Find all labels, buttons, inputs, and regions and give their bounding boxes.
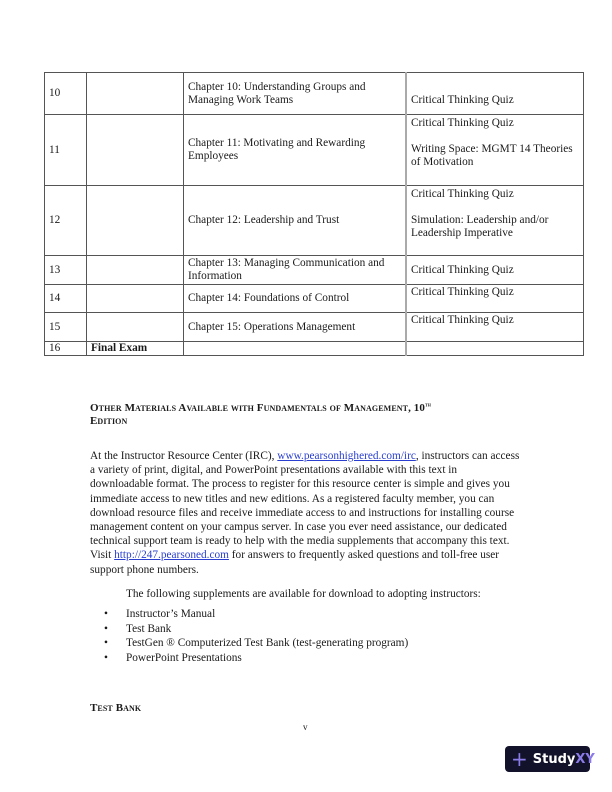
other-materials-heading: Other Materials Available with Fundamentals of Management, 10th xyxy=(90,402,431,414)
exam-cell xyxy=(87,73,184,115)
list-item: • TestGen ® Computerized Test Bank (test-generating program) xyxy=(90,636,408,651)
activity-cell: Critical Thinking Quiz xyxy=(406,285,584,313)
week-cell: 13 xyxy=(45,256,87,285)
list-item: • Test Bank xyxy=(90,622,408,637)
table-row xyxy=(45,186,584,256)
exam-cell xyxy=(87,115,184,186)
other-materials-heading-line2: Edition xyxy=(90,415,128,427)
week-cell: 12 xyxy=(45,186,87,256)
chapter-cell: Chapter 15: Operations Management xyxy=(184,313,407,342)
chapter-cell: Chapter 11: Motivating and Rewarding Employees xyxy=(184,115,407,186)
exam-cell xyxy=(87,256,184,285)
week-cell: 16 xyxy=(45,342,87,356)
activity-cell xyxy=(406,342,584,356)
chapter-cell: Chapter 12: Leadership and Trust xyxy=(184,186,407,256)
activity-cell: Critical Thinking Quiz xyxy=(406,256,584,285)
list-item: • Instructor’s Manual xyxy=(90,607,408,622)
exam-cell xyxy=(87,313,184,342)
supplements-list xyxy=(90,607,408,665)
activity-cell: Critical Thinking Quiz Writing Space: MGMT 14 Theories of Motivation xyxy=(406,115,584,186)
chapter-cell: Chapter 10: Understanding Groups and Managing Work Teams xyxy=(184,73,407,115)
chapter-cell: Chapter 14: Foundations of Control xyxy=(184,285,407,313)
course-schedule-table xyxy=(44,72,584,356)
activity-cell: Critical Thinking Quiz xyxy=(406,313,584,342)
activity-cell: Critical Thinking Quiz xyxy=(406,73,584,115)
table-row xyxy=(45,342,584,356)
chapter-cell: Chapter 13: Managing Communication and Information xyxy=(184,256,407,285)
page-number: v xyxy=(303,722,308,732)
exam-cell xyxy=(87,285,184,313)
week-cell: 10 xyxy=(45,73,87,115)
table-row xyxy=(45,73,584,115)
table-row xyxy=(45,115,584,186)
watermark-suffix: XY xyxy=(575,751,595,767)
supplements-intro: The following supplements are available for download to adopting instructors: xyxy=(126,588,481,600)
test-bank-heading: Test Bank xyxy=(90,702,142,714)
support-link[interactable]: http://247.pearsoned.com xyxy=(114,549,229,562)
table-row xyxy=(45,285,584,313)
week-cell: 15 xyxy=(45,313,87,342)
table-row xyxy=(45,256,584,285)
table-row xyxy=(45,313,584,342)
list-item: • PowerPoint Presentations xyxy=(90,651,408,666)
chapter-cell xyxy=(184,342,407,356)
studyxy-watermark[interactable] xyxy=(505,746,595,772)
plus-icon: + xyxy=(511,747,528,771)
activity-cell: Critical Thinking Quiz Simulation: Leadership and/or Leadership Imperative xyxy=(406,186,584,256)
exam-cell: Final Exam xyxy=(87,342,184,356)
irc-paragraph: At the Instructor Resource Center (IRC), www.pearsonhighered.com/irc, instructors can access a variety of print, digital, and PowerPoint presentations available with this text in downloadable format. The process to register for this resource center is simple and gives you immediate access to new titles and new editions. As a registered faculty member, you can download resource files and receive immediate access to and instructions for installing course management content on your campus server. In case you ever need assistance, our dedicated technical support team is ready to help with the media supplements that accompany this text. Visit http://247.pearsoned.com for answers to frequently asked questions and toll-free user support phone numbers. xyxy=(90,450,520,576)
week-cell: 11 xyxy=(45,115,87,186)
exam-cell xyxy=(87,186,184,256)
watermark-prefix: Study xyxy=(532,751,576,767)
irc-link[interactable]: www.pearsonhighered.com/irc xyxy=(277,450,416,462)
week-cell: 14 xyxy=(45,285,87,313)
